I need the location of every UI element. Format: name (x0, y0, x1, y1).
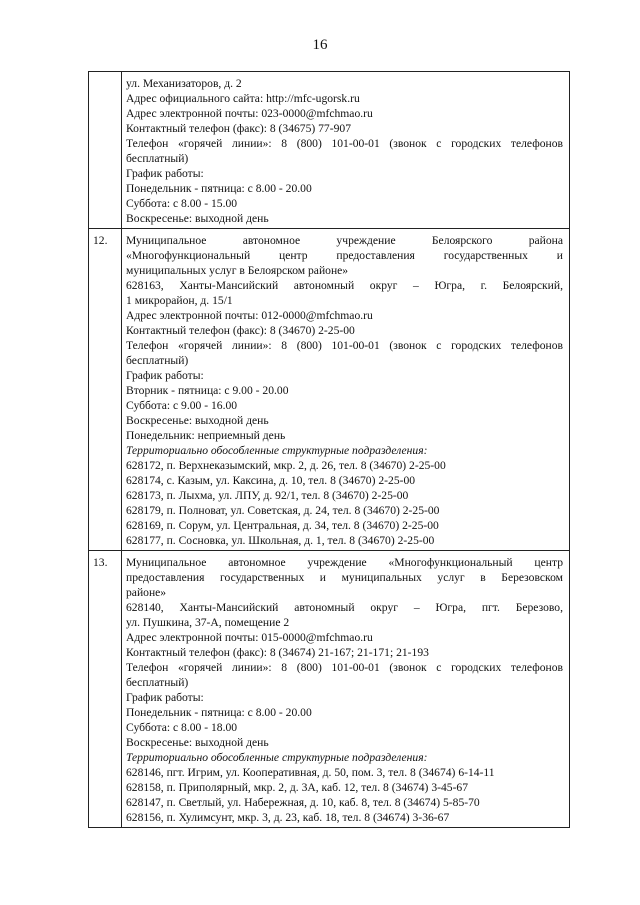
text-line: муниципальных услуг в Белоярском районе» (126, 264, 349, 277)
subdivisions-heading: Территориально обособленные структурные подразделения: (126, 444, 428, 457)
text-line: Муниципальное автономное учреждение Белоярского района (126, 234, 563, 247)
text-line: Муниципальное автономное учреждение «Многофункциональный центр (126, 556, 563, 569)
text-line: 628163, Ханты-Мансийский автономный округ – Югра, г. Белоярский, (126, 279, 563, 292)
text-line: Телефон «горячей линии»: 8 (800) 101-00-01 (звонок с городских телефонов (126, 661, 563, 674)
text-line: Понедельник - пятница: с 8.00 - 20.00 (126, 182, 312, 195)
text-line: Воскресенье: выходной день (126, 736, 269, 749)
text-line: 628173, п. Лыхма, ул. ЛПУ, д. 92/1, тел. 8 (34670) 2-25-00 (126, 489, 409, 502)
text-line: 628169, п. Сорум, ул. Центральная, д. 34, тел. 8 (34670) 2-25-00 (126, 519, 439, 532)
text-line: Воскресенье: выходной день (126, 414, 269, 427)
text-line: 628172, п. Верхнеказымский, мкр. 2, д. 26, тел. 8 (34670) 2-25-00 (126, 459, 446, 472)
row-number (89, 72, 122, 229)
text-line: бесплатный) (126, 354, 189, 367)
text-line: 628174, с. Казым, ул. Каксина, д. 10, тел. 8 (34670) 2-25-00 (126, 474, 416, 487)
text-line: Воскресенье: выходной день (126, 212, 269, 225)
text-line: 1 микрорайон, д. 15/1 (126, 294, 233, 307)
text-line: ул. Пушкина, 37-А, помещение 2 (126, 616, 290, 629)
table-row (89, 551, 570, 828)
text-line: График работы: (126, 369, 204, 382)
text-line: Контактный телефон (факс): 8 (34675) 77-907 (126, 122, 351, 135)
text-line: 628146, пгт. Игрим, ул. Кооперативная, д. 50, пом. 3, тел. 8 (34674) 6-14-11 (126, 766, 495, 779)
page-number: 16 (312, 37, 328, 53)
text-line: График работы: (126, 691, 204, 704)
mfc-table (88, 71, 570, 828)
text-line: 628147, п. Светлый, ул. Набережная, д. 10, каб. 8, тел. 8 (34674) 5-85-70 (126, 796, 480, 809)
row-number: 13. (89, 551, 122, 828)
subdivisions-heading: Территориально обособленные структурные подразделения: (126, 751, 428, 764)
text-line: Телефон «горячей линии»: 8 (800) 101-00-01 (звонок с городских телефонов (126, 137, 563, 150)
row-content (122, 229, 570, 551)
text-line: районе» (126, 586, 167, 599)
row-number: 12. (89, 229, 122, 551)
text-line: 628158, п. Приполярный, мкр. 2, д. 3А, каб. 12, тел. 8 (34674) 3-45-67 (126, 781, 469, 794)
text-line: 628140, Ханты-Мансийский автономный округ – Югра, пгт. Березово, (126, 601, 563, 614)
text-line: предоставления государственных и муниципальных услуг в Березовском (126, 571, 563, 584)
text-line: ул. Механизаторов, д. 2 (126, 77, 242, 90)
text-line: Суббота: с 9.00 - 16.00 (126, 399, 238, 412)
text-line: График работы: (126, 167, 204, 180)
text-line: Адрес электронной почты: 012-0000@mfchmao.ru (126, 309, 373, 322)
text-line: Телефон «горячей линии»: 8 (800) 101-00-01 (звонок с городских телефонов (126, 339, 563, 352)
text-line: Адрес электронной почты: 023-0000@mfchmao.ru (126, 107, 373, 120)
text-line: Понедельник: неприемный день (126, 429, 286, 442)
text-line: Контактный телефон (факс): 8 (34674) 21-167; 21-171; 21-193 (126, 646, 429, 659)
text-line: 628177, п. Сосновка, ул. Школьная, д. 1, тел. 8 (34670) 2-25-00 (126, 534, 435, 547)
table-row (89, 229, 570, 551)
row-content (122, 72, 570, 229)
table-row (89, 72, 570, 229)
text-line: Вторник - пятница: с 9.00 - 20.00 (126, 384, 289, 397)
text-line: Понедельник - пятница: с 8.00 - 20.00 (126, 706, 312, 719)
text-line: Адрес официального сайта: http://mfc-ugorsk.ru (126, 92, 360, 105)
text-line: 628156, п. Хулимсунт, мкр. 3, д. 23, каб. 18, тел. 8 (34674) 3-36-67 (126, 811, 450, 824)
text-line: «Многофункциональный центр предоставления государственных и (126, 249, 563, 262)
text-line: Суббота: с 8.00 - 15.00 (126, 197, 238, 210)
row-content (122, 551, 570, 828)
text-line: 628179, п. Полноват, ул. Советская, д. 24, тел. 8 (34670) 2-25-00 (126, 504, 440, 517)
text-line: Адрес электронной почты: 015-0000@mfchmao.ru (126, 631, 373, 644)
text-line: бесплатный) (126, 152, 189, 165)
text-line: Суббота: с 8.00 - 18.00 (126, 721, 238, 734)
text-line: Контактный телефон (факс): 8 (34670) 2-25-00 (126, 324, 355, 337)
text-line: бесплатный) (126, 676, 189, 689)
